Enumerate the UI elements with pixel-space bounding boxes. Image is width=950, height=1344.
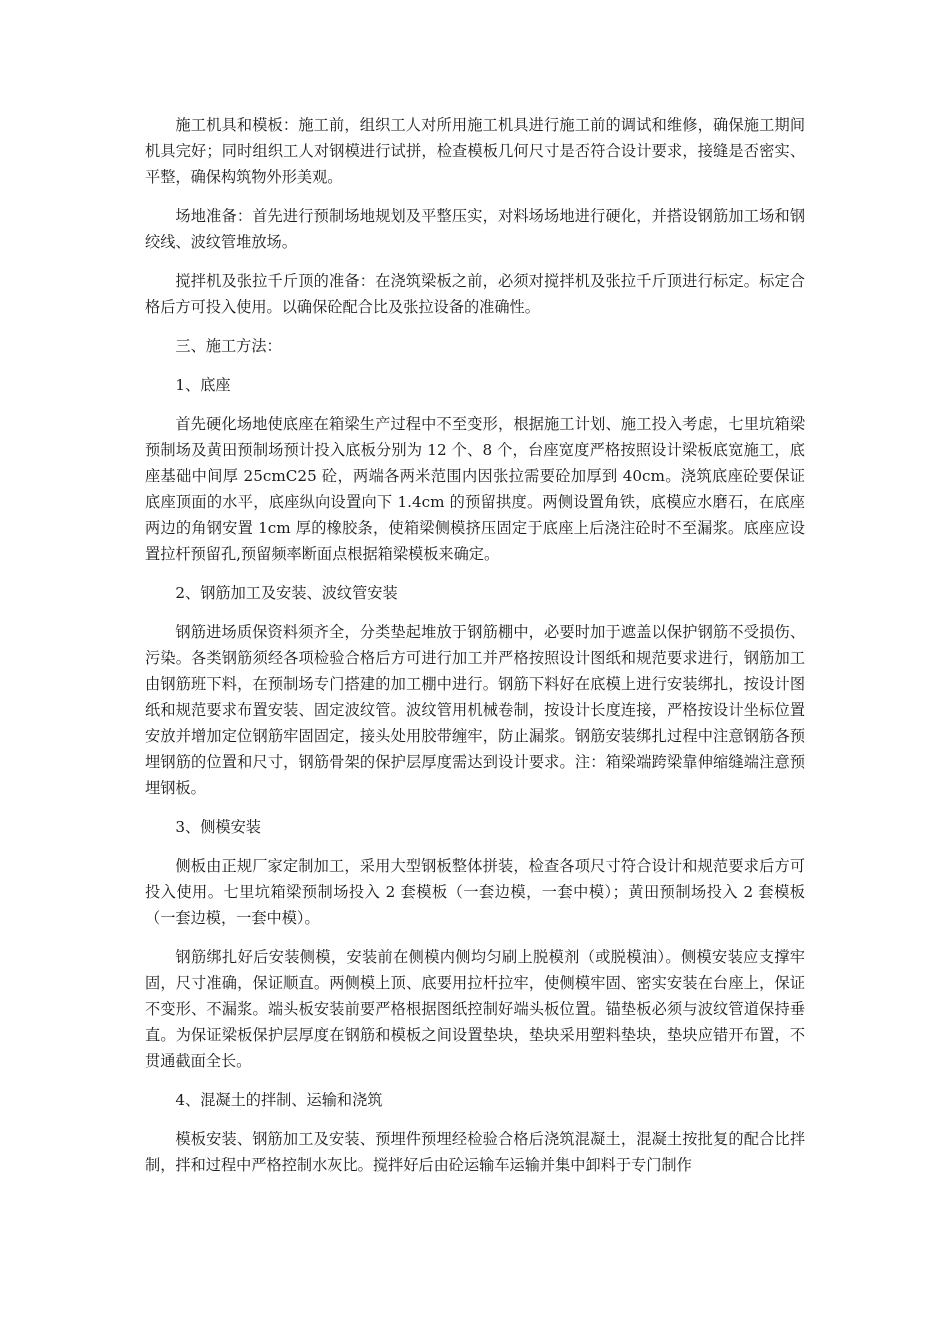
paragraph-base: 首先硬化场地使底座在箱梁生产过程中不至变形，根据施工计划、施工投入考虑，七里坑箱梁预制场及黄田预制场预计投入底板分别为 12 个、8 个，台座宽度严格按照设计梁板底宽施工，底座基础中间厚 25cmC25 砼，两端各两米范围内因张拉需要砼加厚到 40cm。浇筑底座砼要保证底座顶面的水平，底座纵向设置向下 1.4cm 的预留拱度。两侧设置角铁，底模应水磨石，在底座两边的角钢安置 1cm 厚的橡胶条，使箱梁侧模挤压固定于底座上后浇注砼时不至漏浆。底座应设置拉杆预留孔,预留频率断面点根据箱梁模板来确定。 [145,415,805,563]
paragraph-mixer-and-jack-preparation: 搅拌机及张拉千斤顶的准备：在浇筑梁板之前，必须对搅拌机及张拉千斤顶进行标定。标定合格后方可投入使用。以确保砼配合比及张拉设备的准确性。 [145,272,805,316]
paragraph-site-preparation: 场地准备：首先进行预制场地规划及平整压实，对料场场地进行硬化，并搭设钢筋加工场和钢绞线、波纹管堆放场。 [145,207,805,251]
paragraph-concrete: 模板安装、钢筋加工及安装、预埋件预埋经检验合格后浇筑混凝土，混凝土按批复的配合比拌制，拌和过程中严格控制水灰比。搅拌好后由砼运输车运输并集中卸料于专门制作 [145,1130,805,1174]
subsection-heading-rebar-and-duct: 2、钢筋加工及安装、波纹管安装 [175,584,398,602]
subsection-heading-side-formwork: 3、侧模安装 [175,818,261,836]
paragraph-tools-and-formwork: 施工机具和模板：施工前，组织工人对所用施工机具进行施工前的调试和维修，确保施工期间机具完好；同时组织工人对钢模进行试拼，检查模板几何尺寸是否符合设计要求，接缝是否密实、平整，确保构筑物外形美观。 [145,116,805,186]
subsection-heading-base: 1、底座 [175,376,231,394]
paragraph-rebar-and-duct: 钢筋进场质保资料须齐全，分类垫起堆放于钢筋棚中，必要时加于遮盖以保护钢筋不受损伤、污染。各类钢筋须经各项检验合格后方可进行加工并严格按照设计图纸和规范要求进行，钢筋加工由钢筋班下料，在预制场专门搭建的加工棚中进行。钢筋下料好在底模上进行安装绑扎，按设计图纸和规范要求布置安装、固定波纹管。波纹管用机械卷制，按设计长度连接，严格按设计坐标位置安放并增加定位钢筋牢固固定，接头处用胶带缠牢，防止漏浆。钢筋安装绑扎过程中注意钢筋各预埋钢筋的位置和尺寸，钢筋骨架的保护层厚度需达到设计要求。注：箱梁端跨梁靠伸缩缝端注意预埋钢板。 [145,623,805,797]
subsection-heading-concrete: 4、混凝土的拌制、运输和浇筑 [175,1091,383,1109]
paragraph-side-formwork-supply: 侧板由正规厂家定制加工，采用大型钢板整体拼装，检查各项尺寸符合设计和规范要求后方可投入使用。七里坑箱梁预制场投入 2 套模板（一套边模，一套中模）；黄田预制场投入 2 套模板（一套边模，一套中模）。 [145,857,805,927]
section-heading-construction-method: 三、施工方法： [175,337,282,355]
document-page [145,112,805,1191]
paragraph-side-formwork-installation: 钢筋绑扎好后安装侧模，安装前在侧模内侧均匀刷上脱模剂（或脱模油）。侧模安装应支撑牢固，尺寸准确，保证顺直。两侧模上顶、底要用拉杆拉牢，使侧模牢固、密实安装在台座上，保证不变形、不漏浆。端头板安装前要严格根据图纸控制好端头板位置。锚垫板必须与波纹管道保持垂直。为保证梁板保护层厚度在钢筋和模板之间设置垫块，垫块采用塑料垫块，垫块应错开布置，不贯通截面全长。 [145,948,805,1070]
